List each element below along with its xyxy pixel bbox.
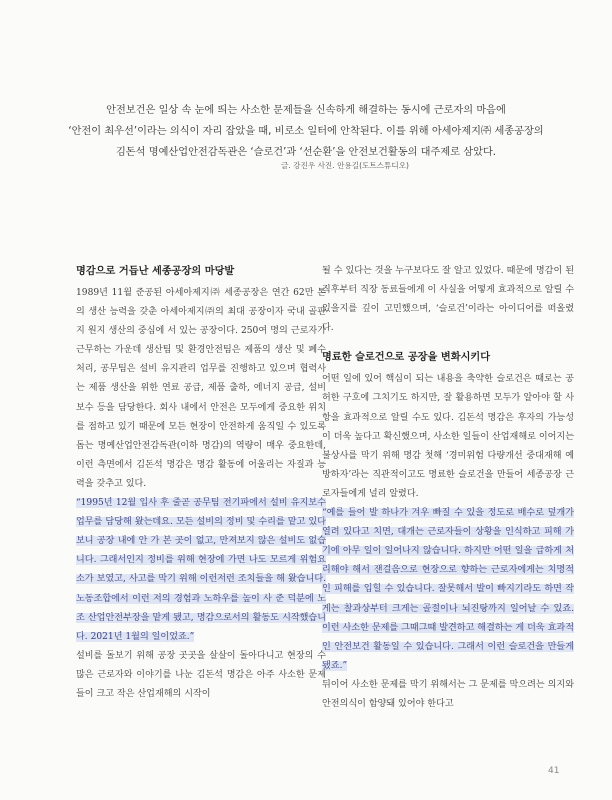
section-heading-2: 명료한 슬로건으로 공장을 변화시키다 [322,352,491,364]
intro-line-1: 안전보건은 일상 속 눈에 띄는 사소한 문제들을 신속하게 해결하는 동시에 근로자의 마음에 [106,105,506,116]
right-column [322,262,574,714]
body-paragraph: 뒤이어 사소한 문제를 막기 위해서는 그 문제를 막으려는 의지와 안전의식이 함양돼 있어야 한다고 [322,679,574,709]
interview-quote [322,504,574,676]
quote-highlight: “예를 들어 발 하나가 겨우 빠질 수 있을 정도로 배수로 덮개가 열려 있다고 치면, 대개는 근로자들이 상황을 인식하고 피해 가기에 아무 일이 일어나지 않습니다. 하지만 어떤 일을 급하게 처리해야 해서 잰걸음으로 현장으로 향하는 근로자에게는 치명적인 피해를 입힐 수 있습니다. 잘못해서 발이 빠지기라도 하면 작게는 찰과상부터 크게는 골절이나 뇌진탕까지 일어날 수 있죠. 이런 사소한 문제를 그때그때 발견하고 해결하는 게 더욱 효과적인 안전보건 활동일 수 있습니다. 그래서 이런 슬로건을 만들게 됐죠.” [322,508,574,671]
section-heading-1: 명감으로 거듭난 세종공장의 마당발 [76,266,235,277]
left-column [76,262,326,704]
byline: 글. 강진우 사진. 안용길(도트스튜디오) [280,161,410,170]
body-paragraph: 설비를 돌보기 위해 공장 곳곳을 살살이 돌아다니고 현장의 수많은 근로자와 이야기를 나눈 김돈석 명감은 아주 사소한 문제들이 크고 작은 산업재해의 시작이 [76,650,326,699]
intro-block [40,100,572,163]
intro-line-3: 김돈석 명예산업안전감독관은 ‘슬로건’과 ‘선순환’을 안전보건활동의 대주제로 삼았다. [115,147,497,158]
intro-line-2: ‘안전이 최우선’이라는 의식이 자리 잡았을 때, 비로소 일터에 안착된다. 이를 위해 아세아제지㈜ 세종공장의 [68,126,544,137]
quote-highlight: “1995년 12월 입사 후 줄곧 공무팀 전기파에서 설비 유지보수 업무를 담당해 왔는데요. 모든 설비의 정비 및 수리를 맡고 있다 보니 공장 내에 안 가 본 곳이 없고, 만져보지 않은 설비도 없습니다. 그래서인지 정비를 위해 현장에 가면 나도 모르게 위험요소가 보였고, 사고를 막기 위해 이런저런 조치들을 해 왔습니다. 노동조합에서 이런 저의 경험과 노하우를 높이 사 준 덕분에 노조 산업안전부장을 맡게 됐고, 명감으로서의 활동도 시작했습니다. 2021년 1월의 일이었죠.” [76,498,326,642]
body-paragraph: 어떤 일에 있어 핵심이 되는 내용을 축약한 슬로건은 때로는 공허한 구호에 그치기도 하지만, 잘 활용하면 모두가 알아야 할 사항을 효과적으로 알릴 수도 있다. 김돈석 명감은 후자의 가능성이 더욱 높다고 확신했으며, 사소한 일들이 산업재해로 이어지는 불상사를 막기 위해 명감 첫해 ‘경미위험 다량개선 중대재해 예방하자’라는 직관적이고도 명료한 슬로건을 만들어 세종공장 근로자들에게 널리 알렸다. [322,374,574,499]
interview-quote [76,494,326,647]
body-paragraph: 1989년 11월 준공된 아세아제지㈜ 세종공장은 연간 62만 톤의 생산 능력을 갖춘 아세아제지㈜의 최대 공장이자 국내 골판지 원지 생산의 중심에 서 있는 공장이다. 250여 명의 근로자가 근무하는 가운데 생산팀 및 환경안전팀은 제품의 생산 및 폐수처리, 공무팀은 설비 유지관리 업무를 진행하고 있으며 협력사는 제품 생산을 위한 연료 공급, 제품 출하, 에너지 공급, 설비 보수 등을 담당한다. 회사 내에서 안전은 모두에게 중요한 위치를 점하고 있기 때문에 모든 현장이 안전하게 움직일 수 있도록 돕는 명예산업안전감독관(이하 명감)의 역량이 매우 중요한데, 이런 측면에서 김돈석 명감은 명감 활동에 어울리는 자질과 능력을 갖추고 있다. [76,288,326,489]
page-number: 41 [548,766,560,776]
body-paragraph: 될 수 있다는 것을 누구보다도 잘 알고 있었다. 때문에 명감이 된 직후부터 직장 동료들에게 이 사실을 어떻게 효과적으로 알릴 수 있을지를 깊이 고민했으며, ‘슬로건’이라는 아이디어를 떠올렸다. [322,266,574,334]
